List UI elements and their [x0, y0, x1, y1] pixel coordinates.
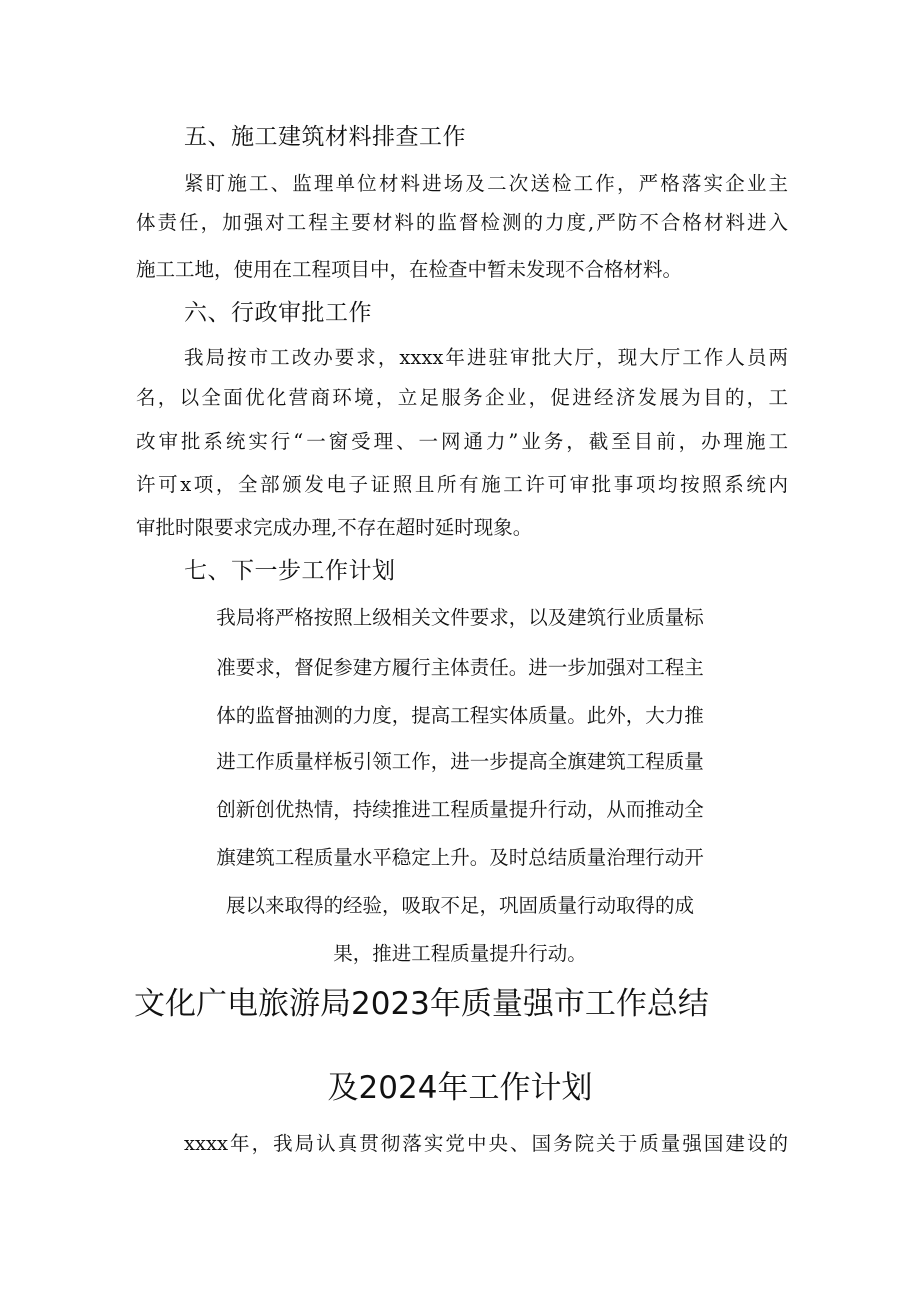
paragraph-line: 进工作质量样板引领工作，进一步提高全旗建筑工程质量 [216, 750, 704, 773]
paragraph-line: 我局按市工改办要求，xxxx年进驻审批大厅，现大厅工作人员两 [184, 346, 788, 369]
section-heading-7: 七、下一步工作计划 [184, 558, 396, 584]
paragraph-line: 创新创优热情，持续推进工程质量提升行动，从而推动全 [216, 798, 704, 821]
intro-line: xxxx年，我局认真贯彻落实党中央、国务院关于质量强国建设的 [184, 1132, 788, 1155]
paragraph-line: 体的监督抽测的力度，提高工程实体质量。此外，大力推 [216, 704, 704, 727]
section-heading-5: 五、施工建筑材料排查工作 [184, 124, 466, 150]
paragraph-line: 名，以全面优化营商环境，立足服务企业，促进经济发展为目的，工 [136, 386, 788, 409]
document-title-line2: 及2024年工作计划 [327, 1070, 593, 1106]
paragraph-line: 准要求，督促参建方履行主体责任。进一步加强对工程主 [216, 656, 704, 679]
paragraph-line: 展以来取得的经验，吸取不足，巩固质量行动取得的成 [225, 894, 694, 917]
paragraph-line: 紧盯施工、监理单位材料进场及二次送检工作，严格落实企业主 [184, 172, 788, 195]
paragraph-line: 施工工地，使用在工程项目中，在检查中暂未发现不合格材料。 [136, 258, 683, 281]
paragraph-line: 审批时限要求完成办理,不存在超时延时现象。 [136, 516, 533, 539]
section-heading-6: 六、行政审批工作 [184, 300, 372, 326]
paragraph-line: 改审批系统实行“一窗受理、一网通力”业务，截至目前，办理施工 [136, 430, 788, 453]
paragraph-line: 许可x项，全部颁发电子证照且所有施工许可审批事项均按照系统内 [136, 473, 788, 496]
paragraph-line: 果，推进工程质量提升行动。 [333, 942, 587, 965]
paragraph-line: 体责任，加强对工程主要材料的监督检测的力度,严防不合格材料进入 [136, 211, 788, 234]
document-title-line1: 文化广电旅游局2023年质量强市工作总结 [134, 986, 709, 1022]
paragraph-line: 旗建筑工程质量水平稳定上升。及时总结质量治理行动开 [216, 846, 704, 869]
paragraph-line: 我局将严格按照上级相关文件要求，以及建筑行业质量标 [216, 606, 704, 629]
